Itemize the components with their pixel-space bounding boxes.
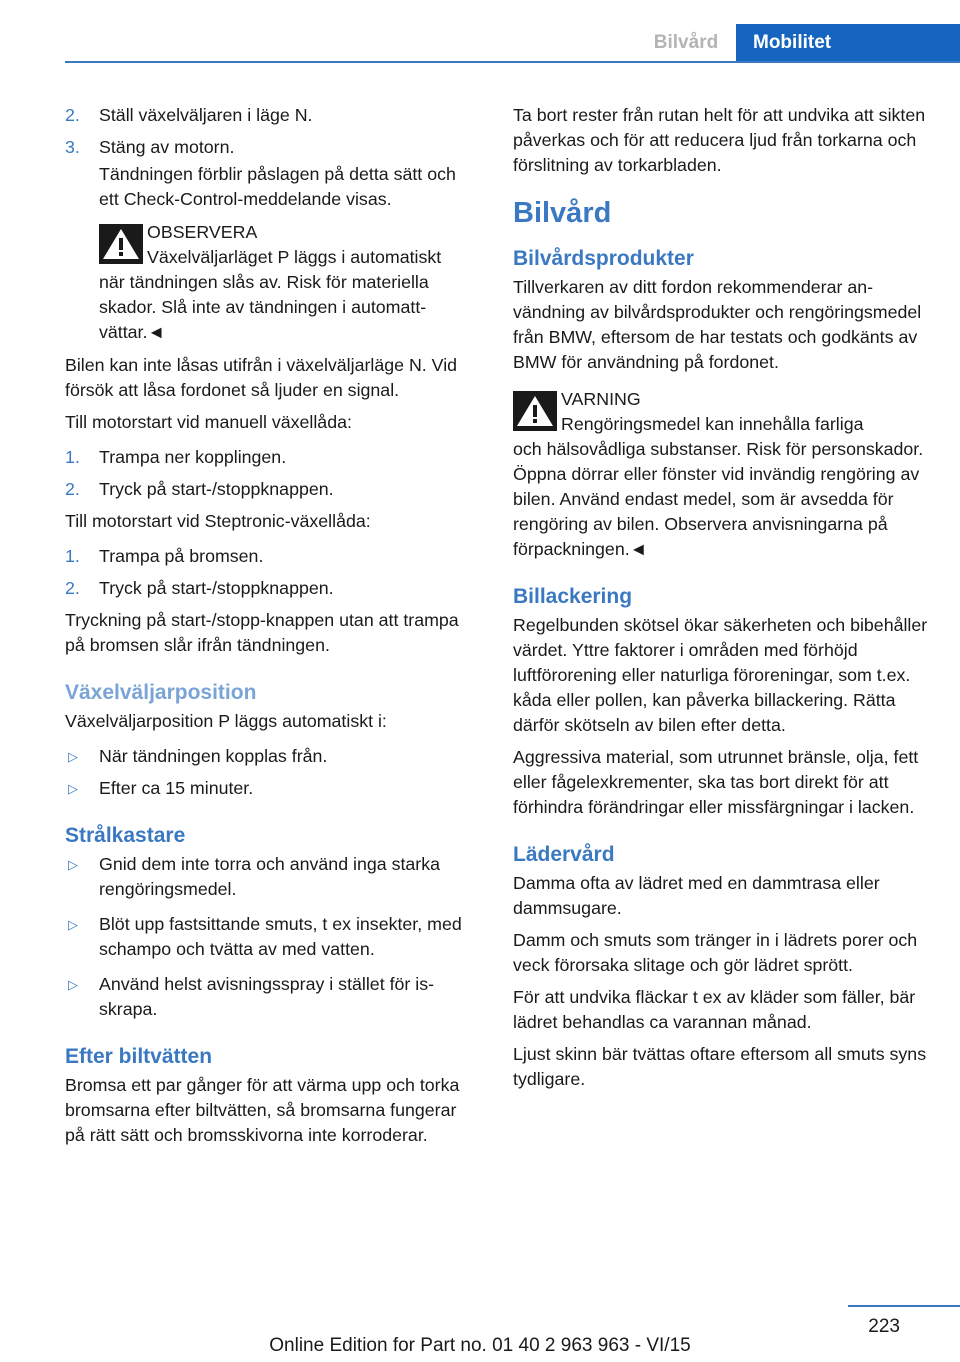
edition-text: Online Edition for Part no. 01 40 2 963 963 - VI/15: [269, 1335, 691, 1356]
heading-bilvard: Bilvård: [513, 197, 612, 229]
list-item: [65, 972, 477, 1022]
paragraph: Ta bort rester från rutan helt för att undvika att sikten påverkas och för att reducera ljud från torkarna och förslitning av torkarbladen.: [513, 105, 926, 175]
heading-efter-biltvatten: Efter biltvätten: [65, 1045, 213, 1068]
list-number: 2.: [65, 105, 80, 125]
paragraph: Växelväljarposition P läggs automatiskt i:: [65, 711, 387, 731]
heading-ladervard: Lädervård: [513, 843, 615, 866]
list-item-text: Tryck på start-/stoppknappen.: [99, 578, 334, 598]
list-item: [65, 103, 477, 128]
warning-box: [513, 387, 928, 562]
list-item-text: Trampa på bromsen.: [99, 546, 264, 566]
warning-text: och hälsovådliga substanser. Risk för personskador. Öppna dörrar eller fönster vid invändig rengöring av bilen. Använd endast medel, som är avsedda för rengöring av bilen. Observera anvisningarna på förpackningen.◄: [513, 439, 924, 559]
list-item-note: Tändningen förblir påslagen på detta sätt och ett Check-Control-meddelande visas.: [99, 164, 456, 209]
warning-icon: [513, 391, 557, 431]
warning-text-first: Rengöringsmedel kan innehålla farliga: [561, 414, 864, 434]
warning-text-first: Växelväljarläget P läggs i automatiskt: [147, 247, 442, 267]
list-number: 2.: [65, 578, 80, 598]
list-number: 3.: [65, 137, 80, 157]
warning-title: VARNING: [561, 389, 641, 409]
bullet-triangle-icon: ▷: [68, 857, 78, 872]
paragraph: Damm och smuts som tränger in i lädrets porer och veck förorsaka slitage och gör lädret sprött.: [513, 930, 918, 975]
list-item: [65, 776, 477, 801]
list-item: [65, 544, 477, 569]
left-column: [65, 103, 477, 1155]
footer-rule: [848, 1305, 960, 1307]
paragraph: För att undvika fläckar t ex av kläder som fäller, bär lädret behandlas ca varannan månad.: [513, 987, 916, 1032]
paragraph: Tillverkaren av ditt fordon rekommenderar användning av bilvårdsprodukter och rengöringsmedel från BMW, eftersom de har testats och godkänts av BMW för användning på fordonet.: [513, 277, 922, 372]
heading-bilvardsprodukter: Bilvårdsprodukter: [513, 247, 694, 270]
list-item: [65, 744, 477, 769]
list-item-text: Tryck på start-/stoppknappen.: [99, 479, 334, 499]
warning-icon: [99, 224, 143, 264]
bullet-triangle-icon: ▷: [68, 781, 78, 796]
list-item-text: Ställ växelväljaren i läge N.: [99, 105, 313, 125]
list-item: [65, 445, 477, 470]
paragraph: Till motorstart vid manuell växellåda:: [65, 412, 352, 432]
paragraph: Bilen kan inte låsas utifrån i växelväljarläge N. Vid försök att låsa fordonet så ljuder en signal.: [65, 355, 458, 400]
list-item-text: Stäng av motorn.: [99, 137, 235, 157]
list-number: 1.: [65, 546, 80, 566]
paragraph: Till motorstart vid Steptronic-växellåda:: [65, 511, 371, 531]
list-item: [65, 912, 477, 962]
list-item-text: Använd helst avisningsspray i stället för isskrapa.: [99, 974, 435, 1019]
list-item-text: Trampa ner kopplingen.: [99, 447, 287, 467]
paragraph: Regelbunden skötsel ökar säkerheten och bibehåller värdet. Yttre faktorer i områden med förhöjd luftförorening eller naturliga föroreningar, som t.ex. kåda eller pollen, kan påverka billackering. Rätta därför skötseln av bilen efter detta.: [513, 615, 928, 735]
warning-box: [99, 220, 477, 345]
list-item: [65, 852, 477, 902]
heading-stralkastare: Strålkastare: [65, 824, 186, 847]
warning-title: OBSERVERA: [147, 222, 258, 242]
right-column: [513, 103, 928, 1099]
list-item-text: Blöt upp fastsittande smuts, t ex insekter, med schampo och tvätta av med vatten.: [99, 914, 462, 959]
heading-vaxelvaljarposition: Växelväljarposition: [65, 681, 257, 704]
paragraph: Ljust skinn bär tvättas oftare eftersom all smuts syns tydligare.: [513, 1044, 927, 1089]
list-item: [65, 576, 477, 601]
list-item-text: Gnid dem inte torra och använd inga starka rengöringsmedel.: [99, 854, 441, 899]
paragraph: Damma ofta av lädret med en dammtrasa eller dammsugare.: [513, 873, 880, 918]
page-number: 223: [868, 1316, 900, 1337]
list-item-text: Efter ca 15 minuter.: [99, 778, 254, 798]
paragraph: Bromsa ett par gånger för att värma upp och torka bromsarna efter biltvätten, så bromsarna fungerar på rätt sätt och bromsskivorna inte korroderar.: [65, 1075, 460, 1145]
tab-mobilitet[interactable]: Mobilitet: [736, 24, 960, 61]
heading-billackering: Billackering: [513, 585, 633, 608]
header-rule: [65, 61, 960, 63]
tab-bilvard[interactable]: Bilvård: [653, 32, 719, 53]
list-number: 1.: [65, 447, 80, 467]
paragraph: Tryckning på start-/stopp-knappen utan att trampa på bromsen slår ifrån tändningen.: [65, 610, 459, 655]
list-number: 2.: [65, 479, 80, 499]
paragraph: Aggressiva material, som utrunnet bränsle, olja, fett eller fågelexkrementer, ska tas bort direkt för att förhindra förändringar eller missfärgningar i lacken.: [513, 747, 919, 817]
list-item: [65, 135, 477, 160]
bullet-triangle-icon: ▷: [68, 977, 78, 992]
list-item-text: När tändningen kopplas från.: [99, 746, 328, 766]
list-item: [65, 477, 477, 502]
bullet-triangle-icon: ▷: [68, 917, 78, 932]
warning-text: när tändningen slås av. Risk för materiella skador. Slå inte av tändningen i automattvättar.◄: [99, 272, 429, 342]
bullet-triangle-icon: ▷: [68, 749, 78, 764]
